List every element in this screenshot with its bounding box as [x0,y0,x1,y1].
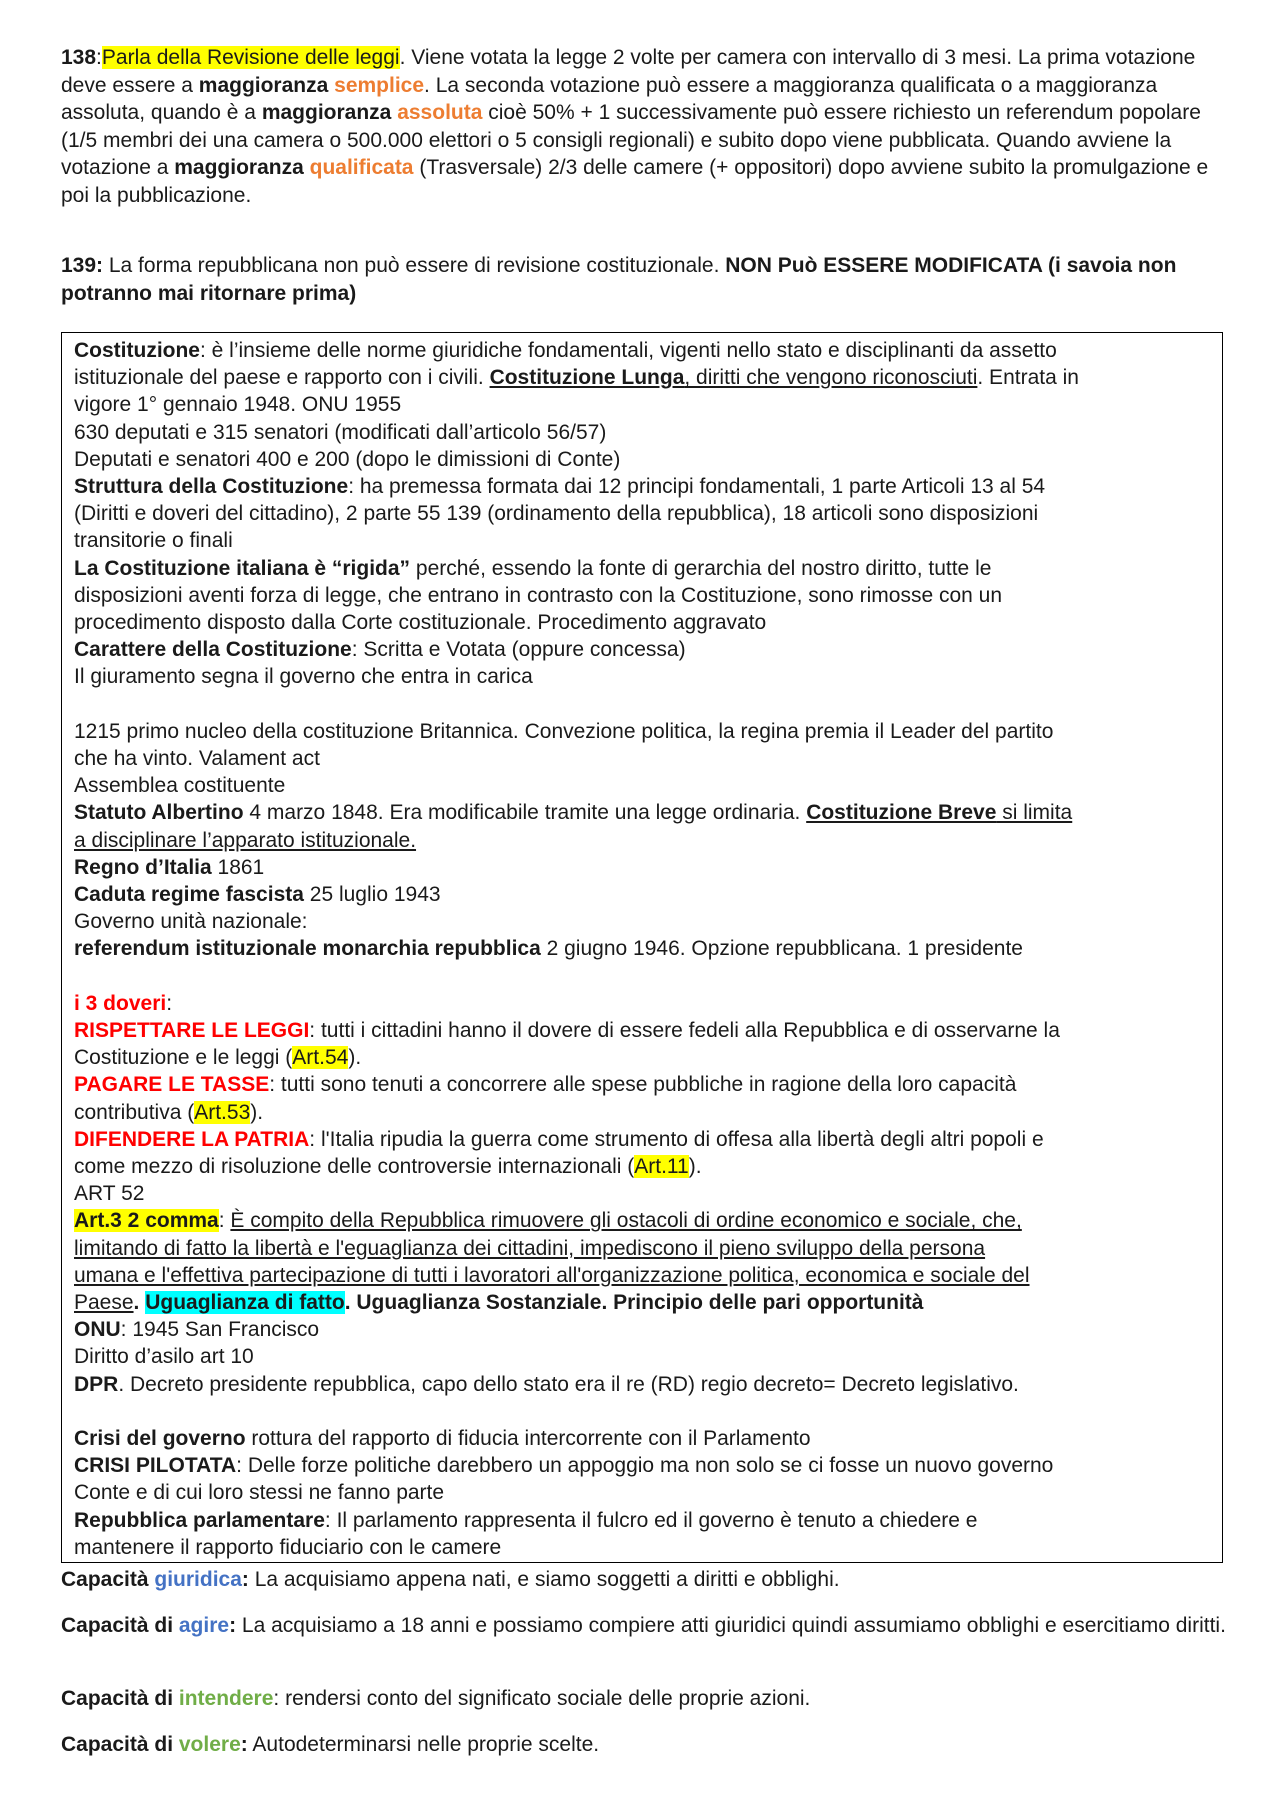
line-deputati-1: 630 deputati e 315 senatori (modificati dall’articolo 56/57) [74,420,607,444]
term-statuto: Statuto Albertino [74,801,244,825]
text-span: : Delle forze politiche darebbero un appoggio ma non solo se ci fosse un nuovo governo [236,1454,1054,1478]
text-span: : ha premessa formata dai 12 principi fondamentali, 1 parte Articoli 13 al 54 [348,475,1046,499]
text-span: : 1945 San Francisco [120,1318,320,1342]
line-pagare [74,1071,1212,1098]
underlined-text: si limita [996,801,1073,825]
term-carattere: Carattere della Costituzione [74,638,352,662]
line-deputati-2: Deputati e senatori 400 e 200 (dopo le dimissioni di Conte) [74,447,621,471]
underlined-text: Paese [74,1291,134,1315]
line-repubblica-2: mantenere il rapporto fiduciario con le camere [74,1535,502,1559]
line-struttura-2: (Diritti e doveri del cittadino), 2 parte 55 139 (ordinamento della repubblica), 18 articoli sono disposizioni [74,502,1039,526]
text-span: Autodeterminarsi nelle proprie scelte. [247,1733,600,1756]
article-number: 138 [61,46,97,69]
line-costituzione-3: vigore 1° gennaio 1948. ONU 1955 [74,393,402,417]
term-repubblica: Repubblica parlamentare [74,1508,325,1532]
line-regno [74,854,1212,881]
line-pagare-2 [74,1099,1212,1126]
term-caduta: Caduta regime fascista [74,883,304,907]
bold-text: Capacità di [61,1687,179,1710]
line-carattere [74,636,1212,663]
text-span: . [133,1291,146,1315]
text-span: perché, essendo la fonte di gerarchia del nostro diritto, tutte le [410,556,992,580]
article-number: 139: [61,254,104,277]
line-pilotata [74,1452,1212,1479]
paragraph-capacita-giuridica [61,1566,1226,1594]
bold-text: Capacità [61,1568,155,1591]
blank-line [74,691,1212,718]
bold-text: Capacità di [61,1614,179,1637]
line-art-3-4 [74,1289,1212,1316]
line-rispettare-2 [74,1044,1212,1071]
line-caduta [74,881,1212,908]
text-span: cioè 50% + 1 successivamente può essere richiesto un referendum popolare (1/5 membri dei una camera o 500.000 elettori o 5 consigli regionali) e subito dopo viene pubblicata. Quando avviene la votazione a [61,101,1201,180]
line-britannica: 1215 primo nucleo della costituzione Britannica. Convezione politica, la regina premia il Leader del partito [74,719,1054,743]
bold-text: : [241,1568,249,1591]
keyword-qualificata: qualificata [309,156,414,180]
text-span: come mezzo di risoluzione delle controversie internazionali ( [74,1155,635,1179]
text-span: ). [250,1100,264,1124]
line-rispettare [74,1017,1212,1044]
text-span: : l'Italia ripudia la guerra come strumento di offesa alla libertà degli altri popoli e [309,1127,1044,1151]
line-pilotata-2: Conte e di cui loro stessi ne fanno parte [74,1481,445,1505]
line-crisi [74,1425,1212,1452]
line-art-52: ART 52 [74,1182,145,1206]
term-costituzione: Costituzione [74,339,200,362]
line-referendum [74,935,1212,962]
blank-line [74,1398,1212,1425]
term-crisi: Crisi del governo [74,1427,246,1451]
text-span: : rendersi conto del significato sociale delle proprie azioni. [273,1687,811,1710]
line-governo-unita: Governo unità nazionale: [74,910,308,934]
text-span: (Trasversale) 2/3 delle camere (+ oppositori) dopo avviene subito la promulgazione e poi la pubblicazione. [61,156,1209,207]
paragraph-art-139 [61,252,1226,307]
underlined-text: È compito della Repubblica rimuovere gli ostacoli di ordine economico e sociale, che, [230,1209,1022,1233]
line-asilo: Diritto d’asilo art 10 [74,1345,254,1369]
text-span: La forma repubblicana non può essere di revisione costituzionale. [103,254,726,277]
bold-text: : [240,1733,248,1756]
term-struttura: Struttura della Costituzione [74,475,349,499]
keyword-intendere: intendere [178,1687,274,1710]
notes-box [61,332,1223,1563]
text-span: : Il parlamento rappresenta il fulcro ed il governo è tenuto a chiedere e [324,1508,978,1532]
text-span: : tutti i cittadini hanno il dovere di essere fedeli alla Repubblica e di osservarne la [309,1019,1060,1043]
highlight-title: Parla della Revisione delle leggi [101,46,400,69]
bold-text: Capacità di [61,1733,179,1756]
keyword-maggioranza: maggioranza [174,156,304,180]
text-span: : [96,46,102,69]
line-struttura-3: transitorie o finali [74,529,233,553]
text-span: . La seconda votazione può essere a maggioranza qualificata o a maggioranza assoluta, quando è a [61,73,1158,125]
blank-line [74,963,1212,990]
line-dpr [74,1371,1212,1398]
highlight-art-54: Art.54 [292,1046,349,1070]
line-costituzione-2 [74,364,1212,391]
highlight-art-11: Art.11 [634,1155,689,1179]
text-span: . Viene votata la legge 2 volte per camera con intervallo di 3 mesi. La prima votazione deve essere a [61,46,1196,97]
term-costituzione-breve: Costituzione Breve [806,801,997,825]
line-art-3-2: limitando di fatto la libertà e l'eguaglianza dei cittadini, impediscono il pieno sviluppo della persona [74,1236,986,1260]
keyword-assoluta: assoluta [397,101,483,125]
highlight-art-53: Art.53 [194,1100,251,1124]
keyword-agire: agire [178,1614,230,1637]
text-span: Costituzione e le leggi ( [74,1046,293,1070]
text-span: istituzionale del paese e rapporto con i civili. [74,366,490,390]
line-rigida-3: procedimento disposto dalla Corte costituzionale. Procedimento aggravato [74,611,767,635]
text-span: : [218,1209,231,1233]
text-span: 4 marzo 1848. Era modificabile tramite una legge ordinaria. [243,801,807,825]
text-span: : è l’insieme delle norme giuridiche fondamentali, vigenti nello stato e disciplinanti da assetto [200,339,1057,362]
line-giuramento: Il giuramento segna il governo che entra in carica [74,665,533,689]
text-span: 25 luglio 1943 [303,883,441,907]
line-assemblea: Assemblea costituente [74,774,286,798]
line-rigida [74,555,1212,582]
term-regno: Regno d’Italia [74,855,212,879]
term-costituzione-lunga: Costituzione Lunga [489,366,685,390]
term-pagare: PAGARE LE TASSE [74,1073,270,1097]
text-span: 1861 [211,855,265,879]
text-span: . Entrata in [977,366,1079,390]
text-span: ). [688,1155,702,1179]
line-britannica-2: che ha vinto. Valament act [74,747,320,771]
term-onu: ONU [74,1318,121,1342]
term-difendere: DIFENDERE LA PATRIA [74,1127,310,1151]
paragraph-capacita-volere [61,1731,1226,1759]
bold-text: . Uguaglianza Sostanziale. Principio delle pari opportunità [344,1291,924,1315]
bold-statement: NON Può ESSERE MODIFICATA (i savoia non potranno mai ritornare prima) [61,254,1177,305]
line-doveri-title [74,990,1212,1017]
text-span: . Decreto presidente repubblica, capo dello stato era il re (RD) regio decreto= Decreto legislativo. [118,1372,1019,1396]
term-rispettare: RISPETTARE LE LEGGI [74,1019,310,1043]
text-span: contributiva ( [74,1100,195,1124]
line-statuto-2: a disciplinare l’apparato istituzionale. [74,828,417,852]
line-repubblica [74,1507,1212,1534]
keyword-maggioranza: maggioranza [261,101,392,125]
doveri-title: i 3 doveri [74,991,167,1015]
line-struttura [74,473,1212,500]
text-span: : [166,991,173,1015]
paragraph-capacita-agire [61,1612,1226,1640]
text-span: : Scritta e Votata (oppure concessa) [351,638,686,662]
text-span: La acquisiamo a 18 anni e possiamo compiere atti giuridici quindi assumiamo obblighi e esercitiamo diritti. [236,1614,1226,1637]
term-dpr: DPR [74,1372,119,1396]
line-art-3-3: umana e l'effettiva partecipazione di tutti i lavoratori all'organizzazione politica, economica e sociale del [74,1263,1030,1287]
bold-text: : [229,1614,237,1637]
term-referendum: referendum istituzionale monarchia repubblica [74,937,541,961]
paragraph-capacita-intendere [61,1685,1226,1713]
line-onu [74,1316,1212,1343]
line-statuto [74,799,1212,826]
line-difendere [74,1126,1212,1153]
text-span: 2 giugno 1946. Opzione repubblicana. 1 presidente [540,937,1023,961]
keyword-giuridica: giuridica [154,1568,242,1591]
highlight-uguaglianza: Uguaglianza di fatto [145,1291,345,1315]
keyword-volere: volere [178,1733,241,1756]
text-span: rottura del rapporto di fiducia intercorrente con il Parlamento [245,1427,811,1451]
paragraph-art-138 [61,44,1226,210]
line-costituzione [74,337,1212,364]
text-span: La acquisiamo appena nati, e siamo soggetti a diritti e obblighi. [248,1568,840,1591]
text-span: ). [348,1046,362,1070]
line-difendere-2 [74,1153,1212,1180]
term-pilotata: CRISI PILOTATA [74,1454,237,1478]
keyword-semplice: semplice [334,73,425,97]
highlight-art-3: Art.3 2 comma [74,1209,219,1233]
underlined-text: , diritti che vengono riconosciuti [684,366,978,390]
text-span: : tutti sono tenuti a concorrere alle spese pubbliche in ragione della loro capacità [269,1073,1017,1097]
line-art-3 [74,1207,1212,1234]
keyword-maggioranza: maggioranza [198,73,329,97]
line-rigida-2: disposizioni aventi forza di legge, che entrano in contrasto con la Costituzione, sono rimosse con un [74,583,1003,607]
term-rigida: La Costituzione italiana è “rigida” [74,556,411,580]
